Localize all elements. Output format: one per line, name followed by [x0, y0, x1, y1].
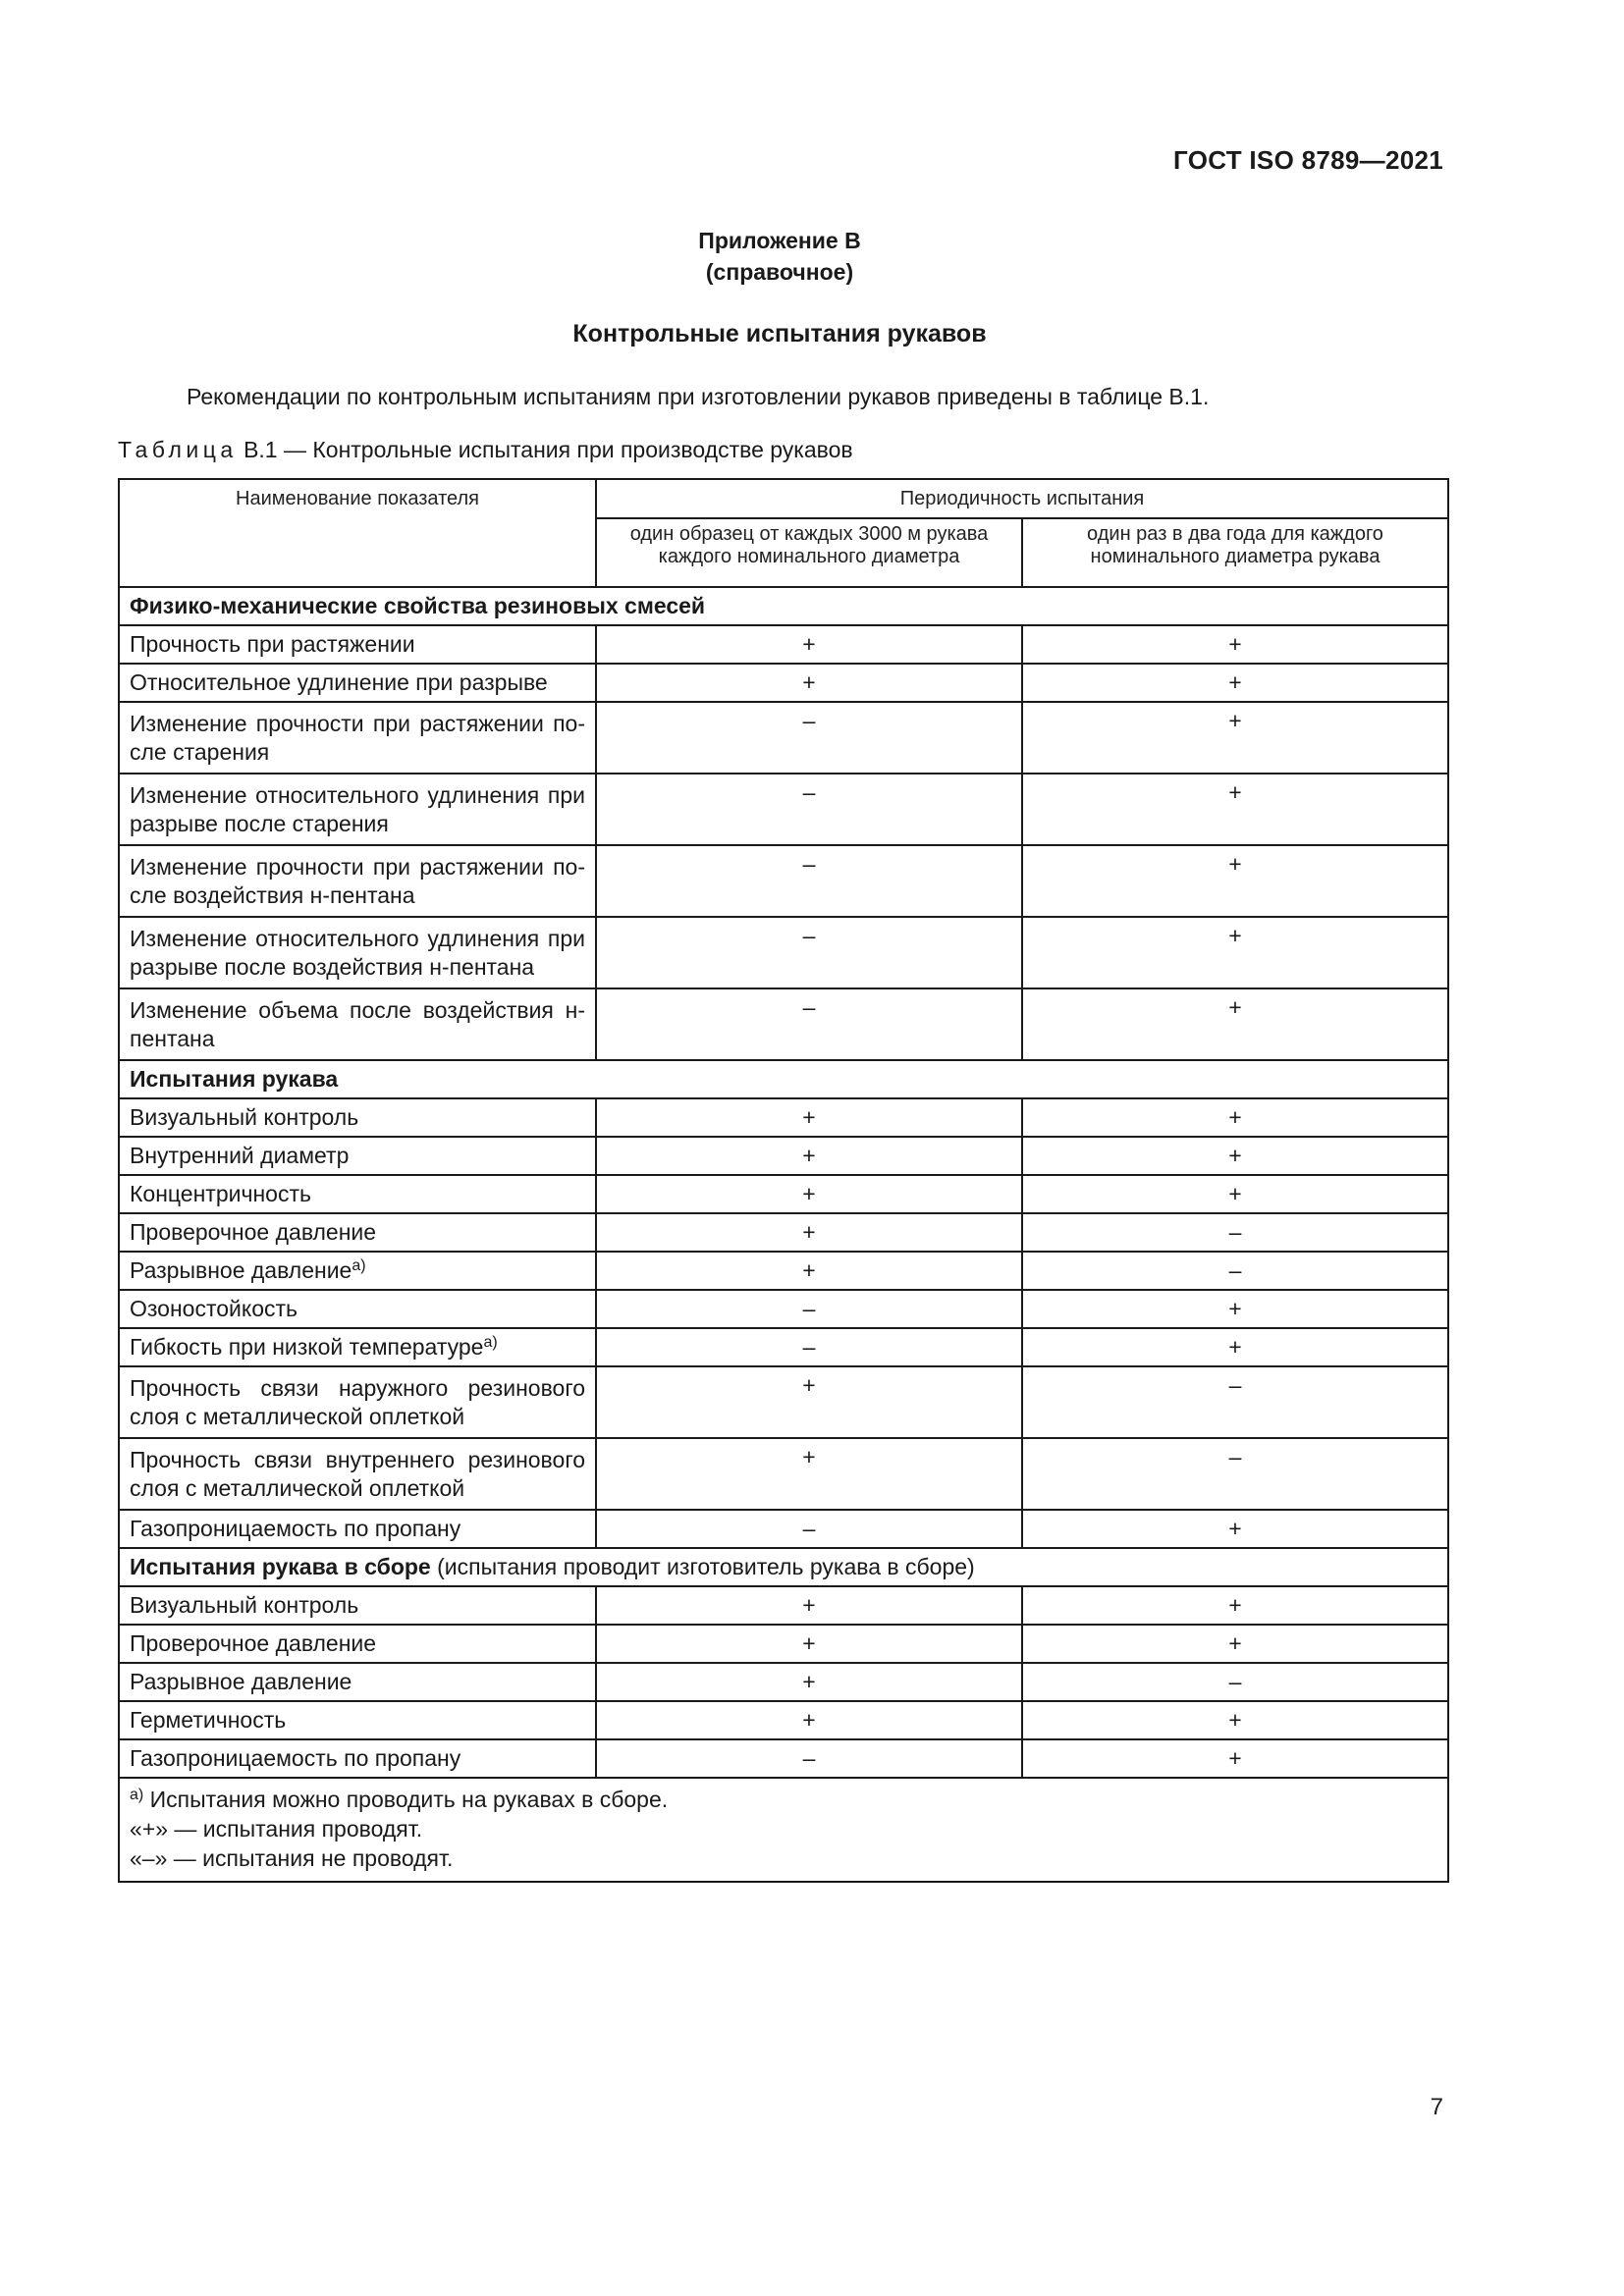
indicator-name: Изменение прочности при растяжении по-сле старения [130, 710, 585, 765]
indicator-name: Изменение прочности при растяжении по-сле воздействия н-пентана [130, 853, 585, 908]
indicator-name-cell [119, 625, 596, 664]
table-row [119, 1701, 1448, 1739]
section-title: Контрольные испытания рукавов [572, 320, 987, 347]
two-years-mark: – [1022, 1366, 1448, 1438]
per-3000m-mark: + [596, 1175, 1022, 1213]
footnote-text: Испытания можно проводить на рукавах в сборе. [143, 1787, 669, 1812]
per-3000m-mark: + [596, 1252, 1022, 1290]
indicator-name: Изменение относительного удлинения при разрыве после старения [130, 781, 585, 836]
per-3000m-mark: – [596, 917, 1022, 988]
indicator-name-cell [119, 917, 596, 988]
section-header [119, 1548, 1448, 1586]
footnote-mark: а) [130, 1787, 144, 1803]
indicator-name-cell [119, 1175, 596, 1213]
table-row [119, 1098, 1448, 1137]
table-row [119, 774, 1448, 845]
footnote-a [130, 1785, 1437, 1814]
document-code: ГОСТ ISO 8789—2021 [1173, 145, 1443, 175]
table-row [119, 1586, 1448, 1625]
per-3000m-mark: – [596, 1328, 1022, 1366]
indicator-name: Изменение объема после воздействия н-пентана [130, 996, 585, 1051]
indicator-name-cell [119, 845, 596, 917]
table-row [119, 625, 1448, 664]
table-row [119, 1438, 1448, 1510]
table-row [119, 1625, 1448, 1663]
per-3000m-mark: + [596, 1438, 1022, 1510]
table-row [119, 1213, 1448, 1252]
indicator-name-cell [119, 1739, 596, 1778]
legend-plus: «+» — испытания проводят. [130, 1816, 423, 1842]
two-years-mark: + [1022, 917, 1448, 988]
table-row [119, 664, 1448, 702]
indicator-name: Газопроницаемость по пропану [130, 1516, 461, 1541]
table-caption-text: В.1 — Контрольные испытания при производстве рукавов [237, 437, 853, 462]
indicator-name: Визуальный контроль [130, 1104, 359, 1130]
table-caption [118, 437, 853, 463]
per-3000m-mark: + [596, 625, 1022, 664]
two-years-mark: + [1022, 988, 1448, 1060]
indicator-name-cell [119, 702, 596, 774]
section-title: Испытания рукава в сборе [130, 1554, 431, 1579]
two-years-mark: + [1022, 1137, 1448, 1175]
indicator-name-cell [119, 1213, 596, 1252]
header-indicator-name: Наименование показателя [119, 479, 596, 587]
indicator-name-cell [119, 1625, 596, 1663]
indicator-name: Гибкость при низкой температуре [130, 1334, 484, 1360]
two-years-mark: + [1022, 702, 1448, 774]
table-row [119, 1290, 1448, 1328]
indicator-name: Изменение относительного удлинения при разрыве после воздействия н-пентана [130, 925, 585, 980]
table-row [119, 702, 1448, 774]
indicator-name-cell [119, 988, 596, 1060]
indicator-name: Проверочное давление [130, 1219, 377, 1245]
indicator-name-cell [119, 1701, 596, 1739]
page-number: 7 [1430, 2094, 1443, 2120]
per-3000m-mark: + [596, 1701, 1022, 1739]
section-title: Физико-механические свойства резиновых смесей [130, 593, 706, 618]
footnote-ref: а) [483, 1334, 498, 1351]
header-test-periodicity: Периодичность испытания [596, 479, 1448, 518]
per-3000m-mark: + [596, 1098, 1022, 1137]
indicator-name: Озоностойкость [130, 1296, 298, 1321]
indicator-name-cell [119, 1510, 596, 1548]
indicator-name: Прочность при растяжении [130, 631, 415, 657]
indicator-name: Разрывное давление [130, 1669, 352, 1694]
per-3000m-mark: – [596, 1290, 1022, 1328]
indicator-name-cell [119, 1663, 596, 1701]
section-title: Испытания рукава [130, 1066, 339, 1092]
per-3000m-mark: + [596, 1137, 1022, 1175]
indicator-name-cell [119, 1438, 596, 1510]
table-row [119, 1510, 1448, 1548]
control-tests-table [118, 478, 1449, 1883]
indicator-name-cell [119, 1098, 596, 1137]
indicator-name: Прочность связи наружного резинового слоя с металлической оплеткой [130, 1374, 585, 1429]
table-row [119, 1137, 1448, 1175]
table-row [119, 1175, 1448, 1213]
two-years-mark: + [1022, 774, 1448, 845]
indicator-name: Концентричность [130, 1181, 311, 1206]
per-3000m-mark: – [596, 1739, 1022, 1778]
indicator-name: Относительное удлинение при разрыве [130, 669, 548, 695]
indicator-name-cell [119, 1586, 596, 1625]
two-years-mark: + [1022, 845, 1448, 917]
section-row [119, 1548, 1448, 1586]
indicator-name-cell [119, 664, 596, 702]
indicator-name-cell [119, 1366, 596, 1438]
per-3000m-mark: – [596, 702, 1022, 774]
footnote-ref: а) [352, 1257, 366, 1274]
indicator-name: Газопроницаемость по пропану [130, 1745, 461, 1771]
per-3000m-mark: – [596, 774, 1022, 845]
appendix-title: Приложение В [698, 228, 861, 253]
table-row [119, 1252, 1448, 1290]
header-every-two-years: один раз в два года для каждого номинального диаметра рукава [1022, 518, 1448, 587]
indicator-name-cell [119, 1137, 596, 1175]
table-notes [119, 1778, 1448, 1882]
table-row [119, 1663, 1448, 1701]
two-years-mark: + [1022, 1098, 1448, 1137]
indicator-name: Визуальный контроль [130, 1592, 359, 1618]
section-header [119, 1060, 1448, 1098]
header-per-3000m: один образец от каждых 3000 м рукава каждого номинального диаметра [596, 518, 1022, 587]
intro-paragraph: Рекомендации по контрольным испытаниям при изготовлении рукавов приведены в таблице В.1. [187, 384, 1210, 409]
legend-minus: «–» — испытания не проводят. [130, 1845, 454, 1871]
table-row [119, 917, 1448, 988]
section-row [119, 587, 1448, 625]
per-3000m-mark: – [596, 988, 1022, 1060]
table-row [119, 1366, 1448, 1438]
table-row [119, 845, 1448, 917]
indicator-name: Разрывное давление [130, 1257, 352, 1283]
indicator-name-cell [119, 774, 596, 845]
two-years-mark: – [1022, 1438, 1448, 1510]
per-3000m-mark: + [596, 1586, 1022, 1625]
two-years-mark: – [1022, 1252, 1448, 1290]
two-years-mark: + [1022, 1586, 1448, 1625]
per-3000m-mark: + [596, 1625, 1022, 1663]
section-header [119, 587, 1448, 625]
table-caption-label: Таблица [118, 437, 238, 462]
two-years-mark: + [1022, 1175, 1448, 1213]
two-years-mark: + [1022, 1290, 1448, 1328]
two-years-mark: + [1022, 664, 1448, 702]
two-years-mark: + [1022, 625, 1448, 664]
two-years-mark: + [1022, 1625, 1448, 1663]
per-3000m-mark: + [596, 1663, 1022, 1701]
per-3000m-mark: + [596, 1366, 1022, 1438]
table-row [119, 988, 1448, 1060]
per-3000m-mark: – [596, 845, 1022, 917]
two-years-mark: – [1022, 1663, 1448, 1701]
per-3000m-mark: + [596, 1213, 1022, 1252]
indicator-name: Внутренний диаметр [130, 1143, 350, 1168]
two-years-mark: + [1022, 1328, 1448, 1366]
table-row [119, 1328, 1448, 1366]
table-row [119, 1739, 1448, 1778]
two-years-mark: – [1022, 1213, 1448, 1252]
indicator-name-cell [119, 1252, 596, 1290]
section-note: (испытания проводит изготовитель рукава в сборе) [430, 1554, 975, 1579]
indicator-name-cell [119, 1328, 596, 1366]
indicator-name-cell [119, 1290, 596, 1328]
indicator-name: Герметичность [130, 1707, 287, 1733]
appendix-type: (справочное) [705, 259, 854, 285]
two-years-mark: + [1022, 1701, 1448, 1739]
indicator-name: Проверочное давление [130, 1630, 377, 1656]
two-years-mark: + [1022, 1510, 1448, 1548]
per-3000m-mark: – [596, 1510, 1022, 1548]
section-row [119, 1060, 1448, 1098]
per-3000m-mark: + [596, 664, 1022, 702]
two-years-mark: + [1022, 1739, 1448, 1778]
indicator-name: Прочность связи внутреннего резинового слоя с металлической оплеткой [130, 1446, 585, 1501]
